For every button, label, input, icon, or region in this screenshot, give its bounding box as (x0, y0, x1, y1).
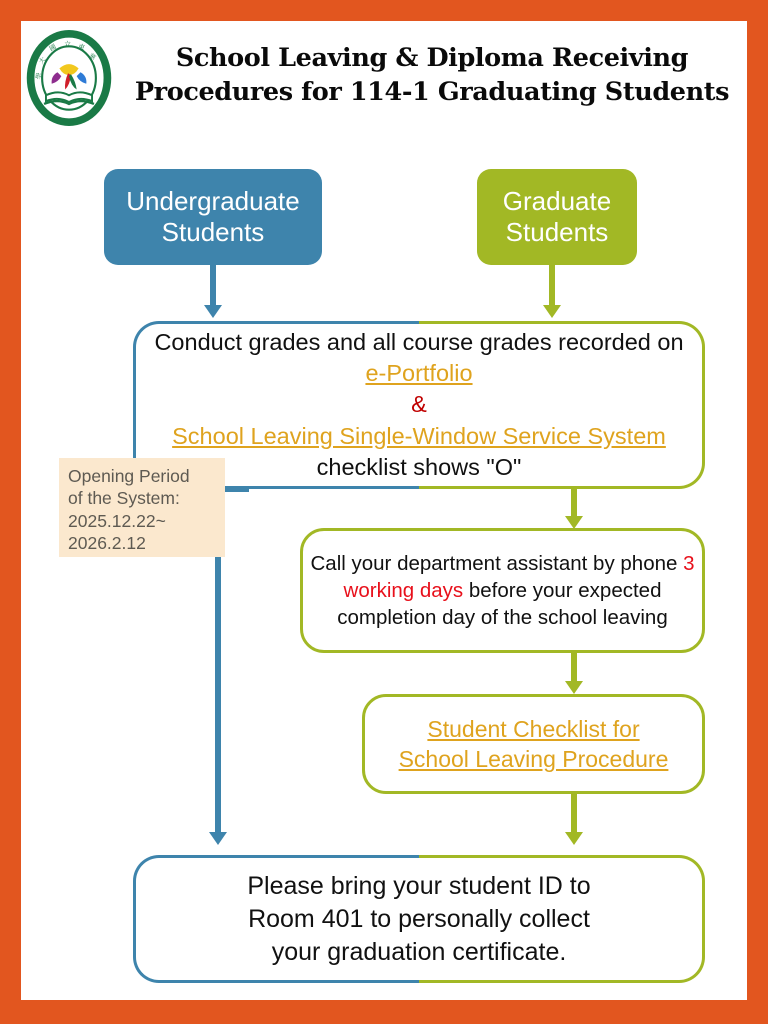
svg-text:學: 學 (34, 71, 44, 81)
svg-text:立: 立 (64, 40, 71, 49)
university-logo-icon (21, 30, 117, 126)
arrowhead-call-to-checklist (565, 681, 583, 694)
page-title (117, 41, 747, 109)
call-highlight-working-days: 3 working days (343, 551, 695, 602)
arrowhead-checklist-to-collect (565, 832, 583, 845)
collect-line-2: Room 401 to personally collect (248, 904, 590, 933)
collect-line-3: your graduation certificate. (271, 937, 567, 966)
node-undergraduate-students[interactable] (104, 169, 322, 265)
note-line-2: of the System: (68, 488, 180, 509)
node-conduct-grades (133, 321, 705, 489)
graduate-label-line-2: Students (505, 217, 609, 247)
collect-line-1: Please bring your student ID to (247, 871, 591, 900)
arrowhead-undergrad-to-grades (204, 305, 222, 318)
connector-call-to-checklist (571, 653, 577, 683)
note-line-4: 2026.2.12 (68, 533, 146, 554)
graduate-label-line-1: Graduate (502, 186, 612, 217)
link-school-leaving-single-window-service-system[interactable]: School Leaving Single-Window Service System (172, 422, 666, 449)
grades-text-segment-1: Conduct grades and all course grades recorded on (154, 328, 684, 355)
grades-text-segment-2: checklist shows "O" (316, 453, 522, 480)
call-text-segment-1: Call your department assistant by phone (310, 551, 684, 575)
svg-text:大: 大 (37, 55, 48, 66)
poster-page (21, 21, 747, 1000)
link-e-portfolio[interactable]: e-Portfolio (365, 360, 473, 387)
call-text-segment-2: before your expected completion day of the school leaving (337, 578, 668, 630)
node-graduate-students[interactable] (477, 169, 637, 265)
checklist-link-line-2: School Leaving Procedure (398, 746, 669, 772)
svg-text:東: 東 (77, 42, 86, 53)
arrowhead-graduate-to-grades (543, 305, 561, 318)
connector-undergrad-to-grades (210, 265, 216, 307)
svg-text:華: 華 (87, 51, 98, 63)
note-line-3: 2025.12.22~ (68, 510, 166, 531)
node-call-department-assistant (300, 528, 705, 653)
undergraduate-label-line-1: Undergraduate (126, 186, 300, 217)
poster-header (21, 21, 747, 141)
grades-ampersand: & (411, 391, 427, 418)
connector-checklist-to-collect (571, 794, 577, 834)
connector-graduate-to-grades (549, 265, 555, 307)
undergraduate-label-line-2: Students (161, 217, 265, 247)
connector-grades-to-call (571, 486, 577, 518)
svg-text:國: 國 (47, 42, 58, 53)
page-title-line-2: Procedures for 114-1 Graduating Students (134, 77, 730, 108)
link-student-checklist-for-school-leaving-procedure[interactable] (399, 716, 669, 772)
node-student-checklist (362, 694, 705, 794)
page-title-line-1: School Leaving & Diploma Receiving (175, 43, 689, 73)
checklist-link-line-1: Student Checklist for (427, 715, 640, 742)
node-collect-certificate (133, 855, 705, 983)
arrowhead-grades-to-collect (209, 832, 227, 845)
note-line-1: Opening Period (68, 466, 190, 486)
